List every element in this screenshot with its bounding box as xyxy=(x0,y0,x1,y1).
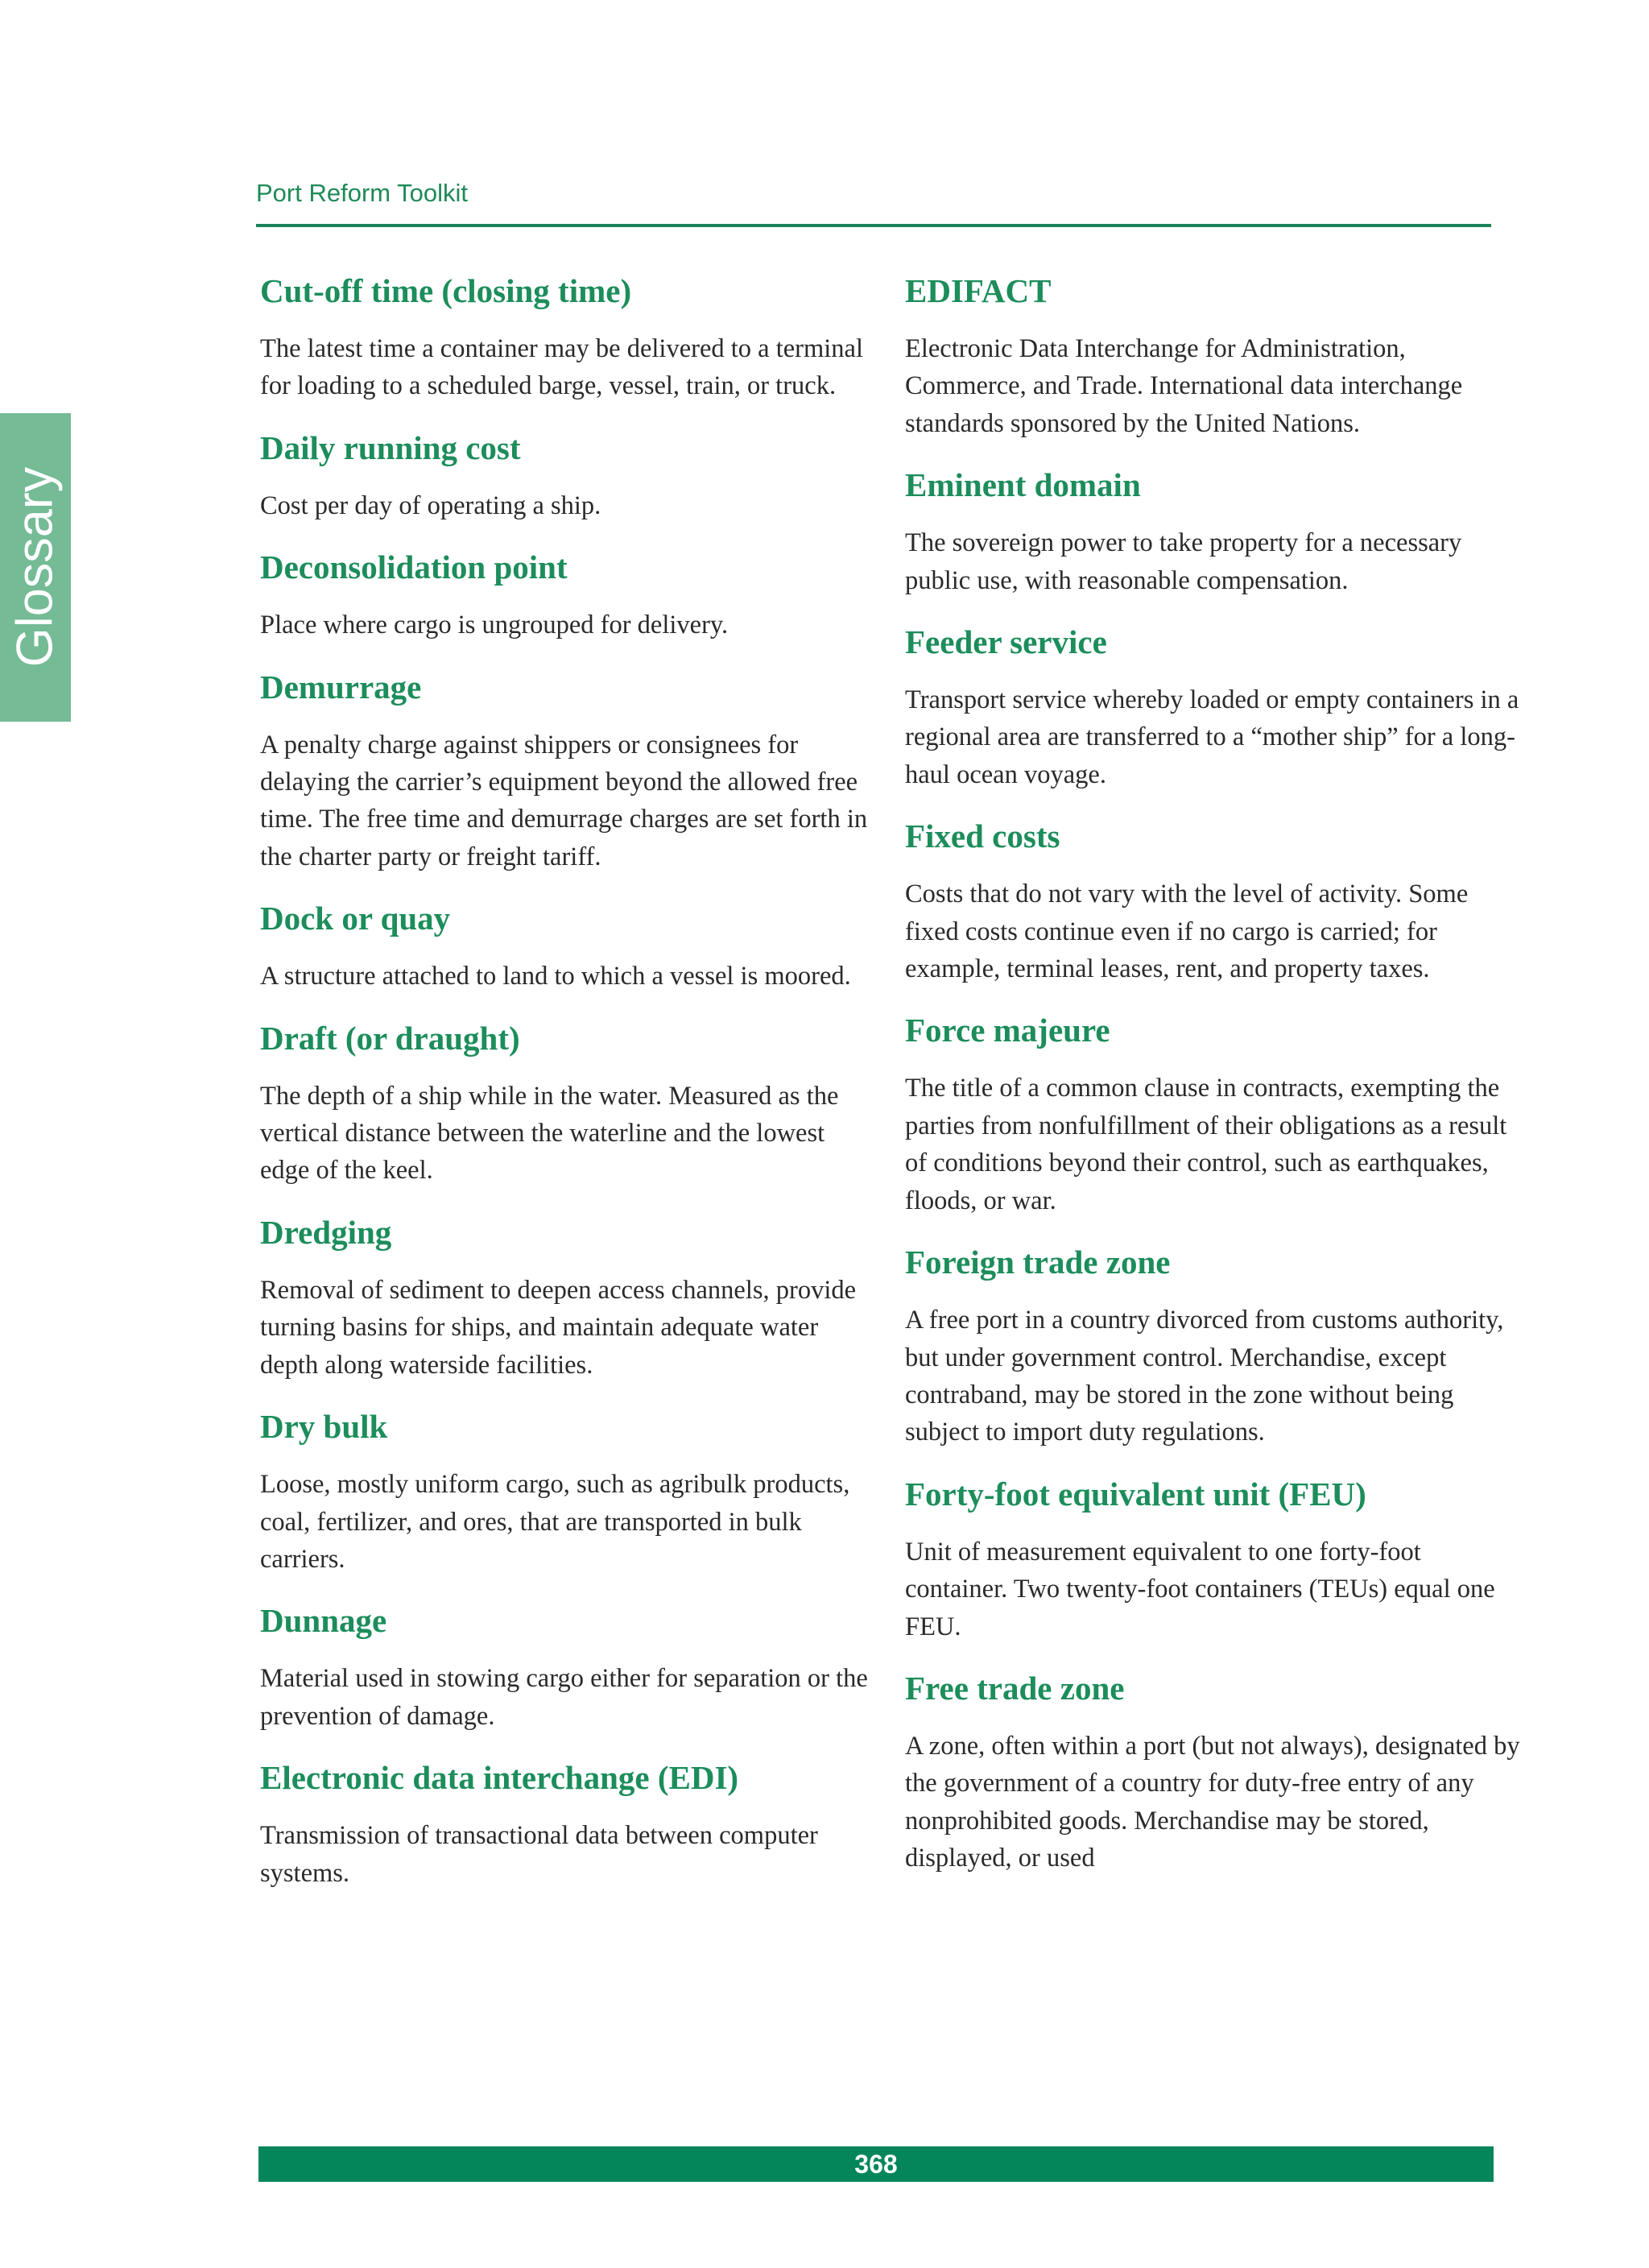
glossary-term: Dunnage xyxy=(260,1602,387,1640)
section-side-tab-label: Glossary xyxy=(6,466,64,668)
glossary-definition: Electronic Data Interchange for Administration, Commerce, and Trade. International data interchange standards sponsored by the United Nations. xyxy=(905,334,1463,438)
glossary-definition: The latest time a container may be delivered to a terminal for loading to a scheduled barge, vessel, train, or truck. xyxy=(260,334,863,401)
glossary-definition: A structure attached to land to which a vessel is moored. xyxy=(260,962,851,991)
glossary-term: Fixed costs xyxy=(905,817,1060,855)
glossary-term: Daily running cost xyxy=(260,428,521,466)
glossary-term: Forty-foot equivalent unit (FEU) xyxy=(905,1475,1366,1513)
glossary-term: Foreign trade zone xyxy=(905,1244,1171,1281)
glossary-term: EDIFACT xyxy=(905,272,1052,309)
glossary-definition: The depth of a ship while in the water. Measured as the vertical distance between the waterline and the lowest edge of the keel. xyxy=(260,1081,839,1186)
glossary-term: Cut-off time (closing time) xyxy=(260,272,632,309)
glossary-term: Force majeure xyxy=(905,1012,1110,1049)
glossary-definition: Place where cargo is ungrouped for delivery. xyxy=(260,610,729,640)
glossary-term: Electronic data interchange (EDI) xyxy=(260,1759,739,1797)
glossary-term: Demurrage xyxy=(260,668,422,706)
glossary-term: Deconsolidation point xyxy=(260,548,568,586)
header-rule xyxy=(256,224,1491,227)
glossary-definition: Material used in stowing cargo either for separation or the prevention of damage. xyxy=(260,1664,868,1731)
left-glossary-column xyxy=(260,269,880,1913)
glossary-term: Free trade zone xyxy=(905,1669,1125,1707)
glossary-definition: A zone, often within a port (but not always), designated by the government of a country for duty-free entry of any nonprohibited goods. Merchandise may be stored, displayed, or used xyxy=(905,1731,1520,1873)
glossary-definition: Unit of measurement equivalent to one forty-foot container. Two twenty-foot containers (TEUs) equal one FEU. xyxy=(905,1537,1495,1641)
glossary-definition: The title of a common clause in contracts, exempting the parties from nonfulfillment of their obligations as a result of conditions beyond their control, such as earthquakes, floods, or war. xyxy=(905,1074,1507,1215)
page-number: 368 xyxy=(854,2150,898,2179)
glossary-definition: A free port in a country divorced from customs authority, but under government control. Merchandise, except contraband, may be stored in the zone without being subject to import duty regulations. xyxy=(905,1306,1504,1447)
section-side-tab xyxy=(0,413,71,722)
glossary-definition: A penalty charge against shippers or consignees for delaying the carrier’s equipment beyond the allowed free time. The free time and demurrage charges are set forth in the charter party or freight tariff. xyxy=(260,730,868,871)
glossary-term: Draft (or draught) xyxy=(260,1019,520,1057)
glossary-definition: Removal of sediment to deepen access channels, provide turning basins for ships, and maintain adequate water depth along waterside facilities. xyxy=(260,1275,857,1380)
glossary-definition: Transport service whereby loaded or empty containers in a regional area are transferred to a “mother ship” for a long-haul ocean voyage. xyxy=(905,685,1519,789)
glossary-term: Feeder service xyxy=(905,623,1107,661)
glossary-term: Dock or quay xyxy=(260,900,451,937)
glossary-definition: Costs that do not vary with the level of activity. Some fixed costs continue even if no cargo is carried; for example, terminal leases, rent, and property taxes. xyxy=(905,879,1469,984)
glossary-term: Eminent domain xyxy=(905,466,1141,504)
glossary-term: Dry bulk xyxy=(260,1408,388,1446)
footer-bar xyxy=(258,2146,1494,2182)
running-header-title: Port Reform Toolkit xyxy=(256,179,469,207)
glossary-term: Dredging xyxy=(260,1213,392,1251)
right-glossary-column xyxy=(905,269,1525,1898)
glossary-definition: Loose, mostly uniform cargo, such as agribulk products, coal, fertilizer, and ores, that are transported in bulk carriers. xyxy=(260,1470,850,1574)
glossary-definition: Cost per day of operating a ship. xyxy=(260,490,601,520)
glossary-definition: Transmission of transactional data between computer systems. xyxy=(260,1821,818,1888)
glossary-definition: The sovereign power to take property for a necessary public use, with reasonable compensation. xyxy=(905,528,1462,595)
